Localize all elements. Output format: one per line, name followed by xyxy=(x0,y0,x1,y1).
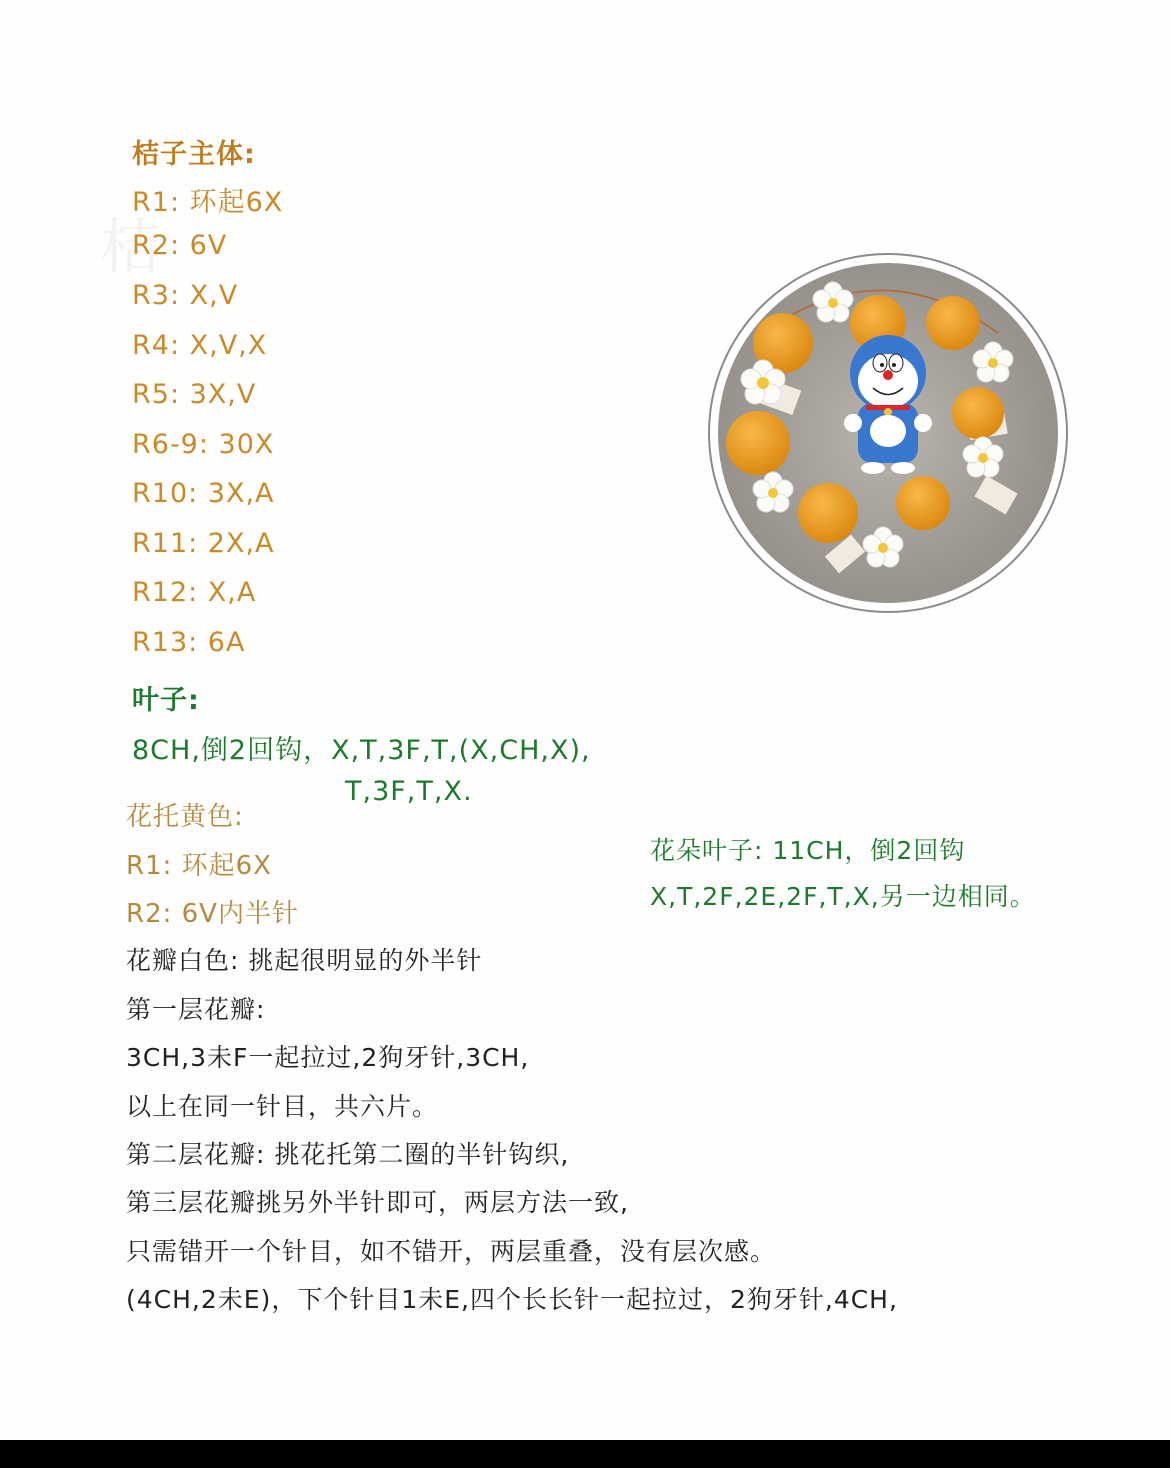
orange-body-row: R4: X,V,X xyxy=(132,330,268,361)
petal-line: (4CH,2未E)，下个针目1未E,四个长长针一起拉过，2狗牙针,4CH, xyxy=(126,1285,898,1314)
flower-leaf-instruction: X,T,2F,2E,2F,T,X,另一边相同。 xyxy=(650,882,1036,911)
orange-body-row: R10: 3X,A xyxy=(132,478,275,509)
petal-line: 只需错开一个针目，如不错开，两层重叠，没有层次感。 xyxy=(126,1237,777,1266)
petal-line: 花瓣白色: 挑起很明显的外半针 xyxy=(126,946,483,975)
orange-body-row: R13: 6A xyxy=(132,627,246,658)
orange-body-row: R6-9: 30X xyxy=(132,429,275,460)
wreath-photo xyxy=(718,263,1058,603)
leaf-instruction: 8CH,倒2回钩，X,T,3F,T,(X,CH,X), xyxy=(132,735,591,766)
petal-line: 第一层花瓣: xyxy=(126,995,266,1024)
wreath-photo-frame xyxy=(710,255,1066,611)
orange-body-row: R3: X,V xyxy=(132,280,239,311)
orange-body-row: R11: 2X,A xyxy=(132,528,275,559)
leaf-title: 叶子: xyxy=(132,685,200,716)
petal-line: 第三层花瓣挑另外半针即可，两层方法一致, xyxy=(126,1188,629,1217)
orange-body-title: 桔子主体: xyxy=(132,139,256,170)
orange-body-row: R5: 3X,V xyxy=(132,379,257,410)
orange-body-row: R1: 环起6X xyxy=(132,187,284,218)
crochet-wreath-illustration xyxy=(718,263,1058,603)
flower-leaf-instruction: 花朵叶子: 11CH，倒2回钩 xyxy=(650,836,966,865)
bottom-bar xyxy=(0,1440,1170,1468)
orange-body-row: R2: 6V xyxy=(132,230,228,261)
leaf-instruction: T,3F,T,X. xyxy=(345,776,473,807)
petal-line: 3CH,3未F一起拉过,2狗牙针,3CH, xyxy=(126,1043,530,1072)
petal-line: 以上在同一针目，共六片。 xyxy=(126,1092,439,1121)
calyx-row: R1: 环起6X xyxy=(126,851,272,881)
petal-line: 第二层花瓣: 挑花托第二圈的半针钩织, xyxy=(126,1140,570,1169)
calyx-row: R2: 6V内半针 xyxy=(126,899,299,929)
watermark: 桔 xyxy=(100,213,160,283)
orange-body-row: R12: X,A xyxy=(132,577,257,608)
calyx-title: 花托黄色: xyxy=(126,802,244,832)
